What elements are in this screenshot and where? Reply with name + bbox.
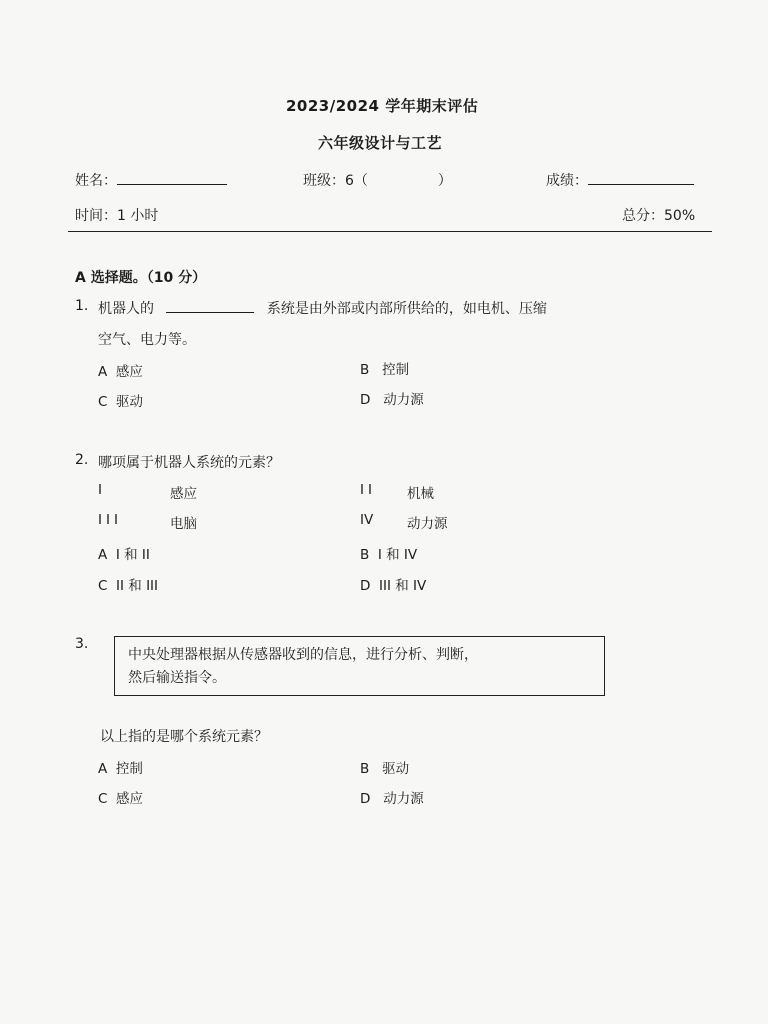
q2-item-iv-text: 动力源 (407, 516, 448, 532)
q3-box-line1: 中央处理器根据从传感器收到的信息，进行分析、判断， (128, 647, 478, 663)
exam-subtitle: 六年级设计与工艺 (318, 134, 443, 152)
q3-option-a: A 控制 (98, 761, 143, 777)
class-field (303, 170, 452, 190)
q3-box-line2: 然后输送指令。 (128, 670, 226, 686)
q2-number: 2. (75, 452, 89, 468)
q3-option-b: B 驱动 (360, 761, 410, 777)
name-blank (117, 172, 227, 185)
time-label: 时间：1 小时 (75, 208, 159, 224)
class-label: 班级：6（ (303, 173, 368, 189)
q1-option-a: A 感应 (98, 364, 143, 380)
q2-item-i-roman: I (98, 482, 102, 498)
exam-title: 2023/2024 学年期末评估 (286, 97, 479, 115)
q1-option-d: D 动力源 (360, 392, 424, 408)
score-blank (588, 172, 694, 185)
q2-item-i-text: 感应 (170, 486, 197, 502)
q1-option-b: B 控制 (360, 362, 410, 378)
header-divider (68, 231, 712, 232)
q2-item-iii-text: 电脑 (170, 516, 197, 532)
q2-item-iv-roman: IV (360, 512, 374, 528)
score-field (546, 170, 694, 190)
name-label: 姓名： (75, 173, 117, 189)
q2-option-b: B I 和 IV (360, 547, 418, 563)
q2-item-ii-text: 机械 (407, 486, 434, 502)
section-a-title: A 选择题。（10 分） (75, 270, 207, 286)
q1-text (98, 298, 547, 318)
q2-option-a: A I 和 II (98, 547, 150, 563)
class-close: ） (437, 173, 452, 189)
q3-option-d: D 动力源 (360, 791, 424, 807)
q3-option-c: C 感应 (98, 791, 144, 807)
q3-question: 以上指的是哪个系统元素？ (100, 729, 268, 745)
score-label: 成绩： (546, 173, 588, 189)
q1-text-before: 机器人的 (98, 301, 154, 317)
q1-blank (166, 300, 254, 313)
q2-option-d: D III 和 IV (360, 578, 427, 594)
q2-text: 哪项属于机器人系统的元素？ (98, 455, 280, 471)
q1-text-after: 系统是由外部或内部所供给的，如电机、压缩 (266, 301, 547, 317)
q1-text-line2: 空气、电力等。 (98, 332, 196, 348)
q2-item-iii-roman: III (98, 512, 122, 528)
total-label: 总分：50% (622, 208, 696, 224)
q2-option-c: C II 和 III (98, 578, 159, 594)
q2-item-ii-roman: II (360, 482, 376, 498)
q1-number: 1. (75, 298, 89, 314)
q3-number: 3. (75, 636, 89, 652)
name-field (75, 170, 227, 190)
q1-option-c: C 驱动 (98, 394, 144, 410)
